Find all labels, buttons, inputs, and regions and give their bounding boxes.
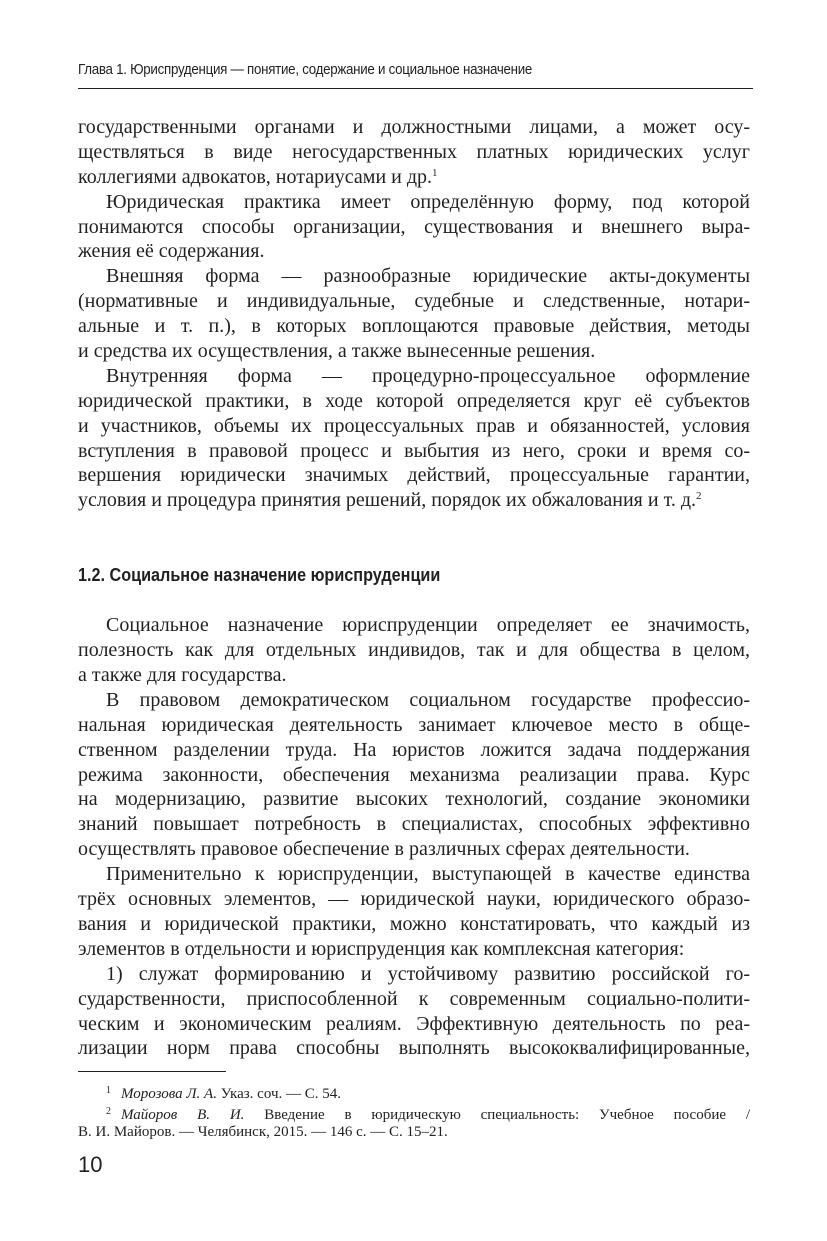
line-text: Внешняя форма — разнообразные юридические акты-документы: [106, 265, 750, 288]
line-text: вершения юридически значимых действий, процессуальные гарантии,: [78, 464, 750, 487]
text-line: [78, 937, 750, 962]
footnote-author: Майоров В. И.: [121, 1106, 245, 1123]
text-line: [78, 165, 750, 190]
footnotes: [78, 1081, 750, 1143]
running-header: Глава 1. Юриспруденция — понятие, содержание и социальное назначение: [78, 62, 533, 78]
text-line: [78, 414, 750, 439]
footnote-line: [78, 1122, 750, 1143]
footnote: [78, 1081, 750, 1102]
text-line: [78, 215, 750, 240]
text-line: [78, 190, 750, 215]
text-line: [78, 738, 750, 763]
paragraph: [78, 688, 750, 862]
text-line: [78, 1036, 750, 1061]
text-line: [78, 364, 750, 389]
footnote-text: Введение в юридическую специальность: Учебное пособие /: [244, 1106, 750, 1123]
line-text: режима законности, обеспечения механизма реализации права. Курс: [78, 763, 750, 786]
footnote-number: 2: [106, 1105, 111, 1117]
line-text: коллегиями адвокатов, нотариусами и др.: [78, 165, 433, 188]
text-line: [78, 339, 750, 364]
text-line: [78, 488, 750, 513]
footnote-reference: 2: [696, 490, 702, 503]
line-text: (нормативные и индивидуальные, судебные и следственные, нотари-: [78, 290, 750, 313]
text-line: [78, 140, 750, 165]
line-text: ществляться в виде негосударственных платных юридических услуг: [78, 140, 750, 163]
line-text: на модернизацию, развитие высоких технологий, создание экономики: [78, 788, 750, 811]
page-number: 10: [78, 1152, 103, 1177]
text-line: [78, 389, 750, 414]
text-line: [78, 887, 750, 912]
paragraph: [78, 115, 750, 190]
line-text: понимаются способы организации, существования и внешнего выра-: [78, 215, 750, 238]
line-text: а также для государства.: [78, 664, 287, 687]
line-text: вступления в правовой процесс и выбытия из него, сроки и время со-: [78, 439, 750, 462]
line-text: юридической практики, в ходе которой определяется круг её субъектов: [78, 389, 750, 412]
text-line: [78, 763, 750, 788]
text-line: [78, 264, 750, 289]
body-text: [78, 115, 750, 1061]
paragraph: [78, 613, 750, 688]
paragraph: [78, 264, 750, 364]
line-text: осуществлять правовое обеспечение в различных сферах деятельности.: [78, 838, 690, 861]
line-text: и средства их осуществления, а также вынесенные решения.: [78, 340, 596, 363]
footnote-divider: [78, 1071, 226, 1072]
paragraph: [78, 862, 750, 962]
section-heading: 1.2. Социальное назначение юриспруденции: [78, 565, 441, 586]
line-text: лизации норм права способны выполнять высококвалифицированные,: [78, 1037, 750, 1060]
line-text: сударственности, приспособленной к современным социально-полити-: [78, 987, 750, 1010]
footnote-reference: 1: [432, 166, 438, 179]
text-line: [78, 812, 750, 837]
paragraph: [78, 364, 750, 513]
line-text: альные и т. п.), в которых воплощаются правовые действия, методы: [78, 315, 750, 338]
line-text: трёх основных элементов, — юридической науки, юридического образо-: [78, 888, 750, 911]
text-line: [78, 638, 750, 663]
text-line: [78, 837, 750, 862]
line-text: ственном разделении труда. На юристов ложится задача поддержания: [78, 738, 750, 761]
line-text: знаний повышает потребность в специалистах, способных эффективно: [78, 813, 750, 836]
line-text: нальная юридическая деятельность занимает ключевое место в обще-: [78, 713, 750, 736]
line-text: Социальное назначение юриспруденции определяет ее значимость,: [106, 614, 750, 637]
line-text: жения её содержания.: [78, 240, 265, 263]
paragraph: [78, 962, 750, 1062]
footnote-text: Указ. соч. — С. 54.: [216, 1086, 341, 1102]
footnote-line: [78, 1081, 750, 1102]
text-line: [78, 987, 750, 1012]
text-line: [78, 239, 750, 264]
text-line: [78, 439, 750, 464]
text-line: [78, 787, 750, 812]
line-text: Применительно к юриспруденции, выступающей в качестве единства: [106, 863, 750, 886]
text-line: [78, 713, 750, 738]
text-line: [78, 962, 750, 987]
text-line: [78, 912, 750, 937]
line-text: условия и процедура принятия решений, порядок их обжалования и т. д.: [78, 489, 696, 512]
line-text: вания и юридической практики, можно констатировать, что каждый из: [78, 912, 750, 935]
line-text: ческим и экономическим реалиям. Эффективную деятельность по реа-: [78, 1012, 750, 1035]
line-text: полезность как для отдельных индивидов, так и для общества в целом,: [78, 639, 750, 662]
line-text: государственными органами и должностными лицами, а может осу-: [78, 116, 750, 138]
paragraph: [78, 190, 750, 265]
text-line: [78, 663, 750, 688]
line-text: 1) служат формированию и устойчивому развитию российской го-: [106, 962, 750, 985]
text-line: [78, 688, 750, 713]
footnote-text: В. И. Майоров. — Челябинск, 2015. — 146 с. — С. 15–21.: [78, 1124, 448, 1140]
footnote-line: [78, 1102, 750, 1123]
footnote-number: 1: [106, 1085, 111, 1096]
footnote: [78, 1102, 750, 1143]
line-text: Юридическая практика имеет определённую форму, под которой: [106, 190, 750, 213]
text-line: [78, 289, 750, 314]
line-text: и участников, объемы их процессуальных прав и обязанностей, условия: [78, 414, 750, 437]
line-text: В правовом демократическом социальном государстве профессио-: [106, 688, 750, 711]
text-line: [78, 862, 750, 887]
text-line: [78, 613, 750, 638]
paragraphs-after-heading: [78, 613, 750, 1061]
text-line: [78, 1012, 750, 1037]
text-line: [78, 314, 750, 339]
footnote-author: Морозова Л. А.: [121, 1086, 217, 1102]
text-line: [78, 115, 750, 140]
header-divider: [78, 88, 753, 89]
text-line: [78, 463, 750, 488]
paragraphs-before-heading: [78, 115, 750, 513]
line-text: Внутренняя форма — процедурно-процессуальное оформление: [106, 364, 750, 387]
line-text: элементов в отдельности и юриспруденция как комплексная категория:: [78, 937, 685, 960]
